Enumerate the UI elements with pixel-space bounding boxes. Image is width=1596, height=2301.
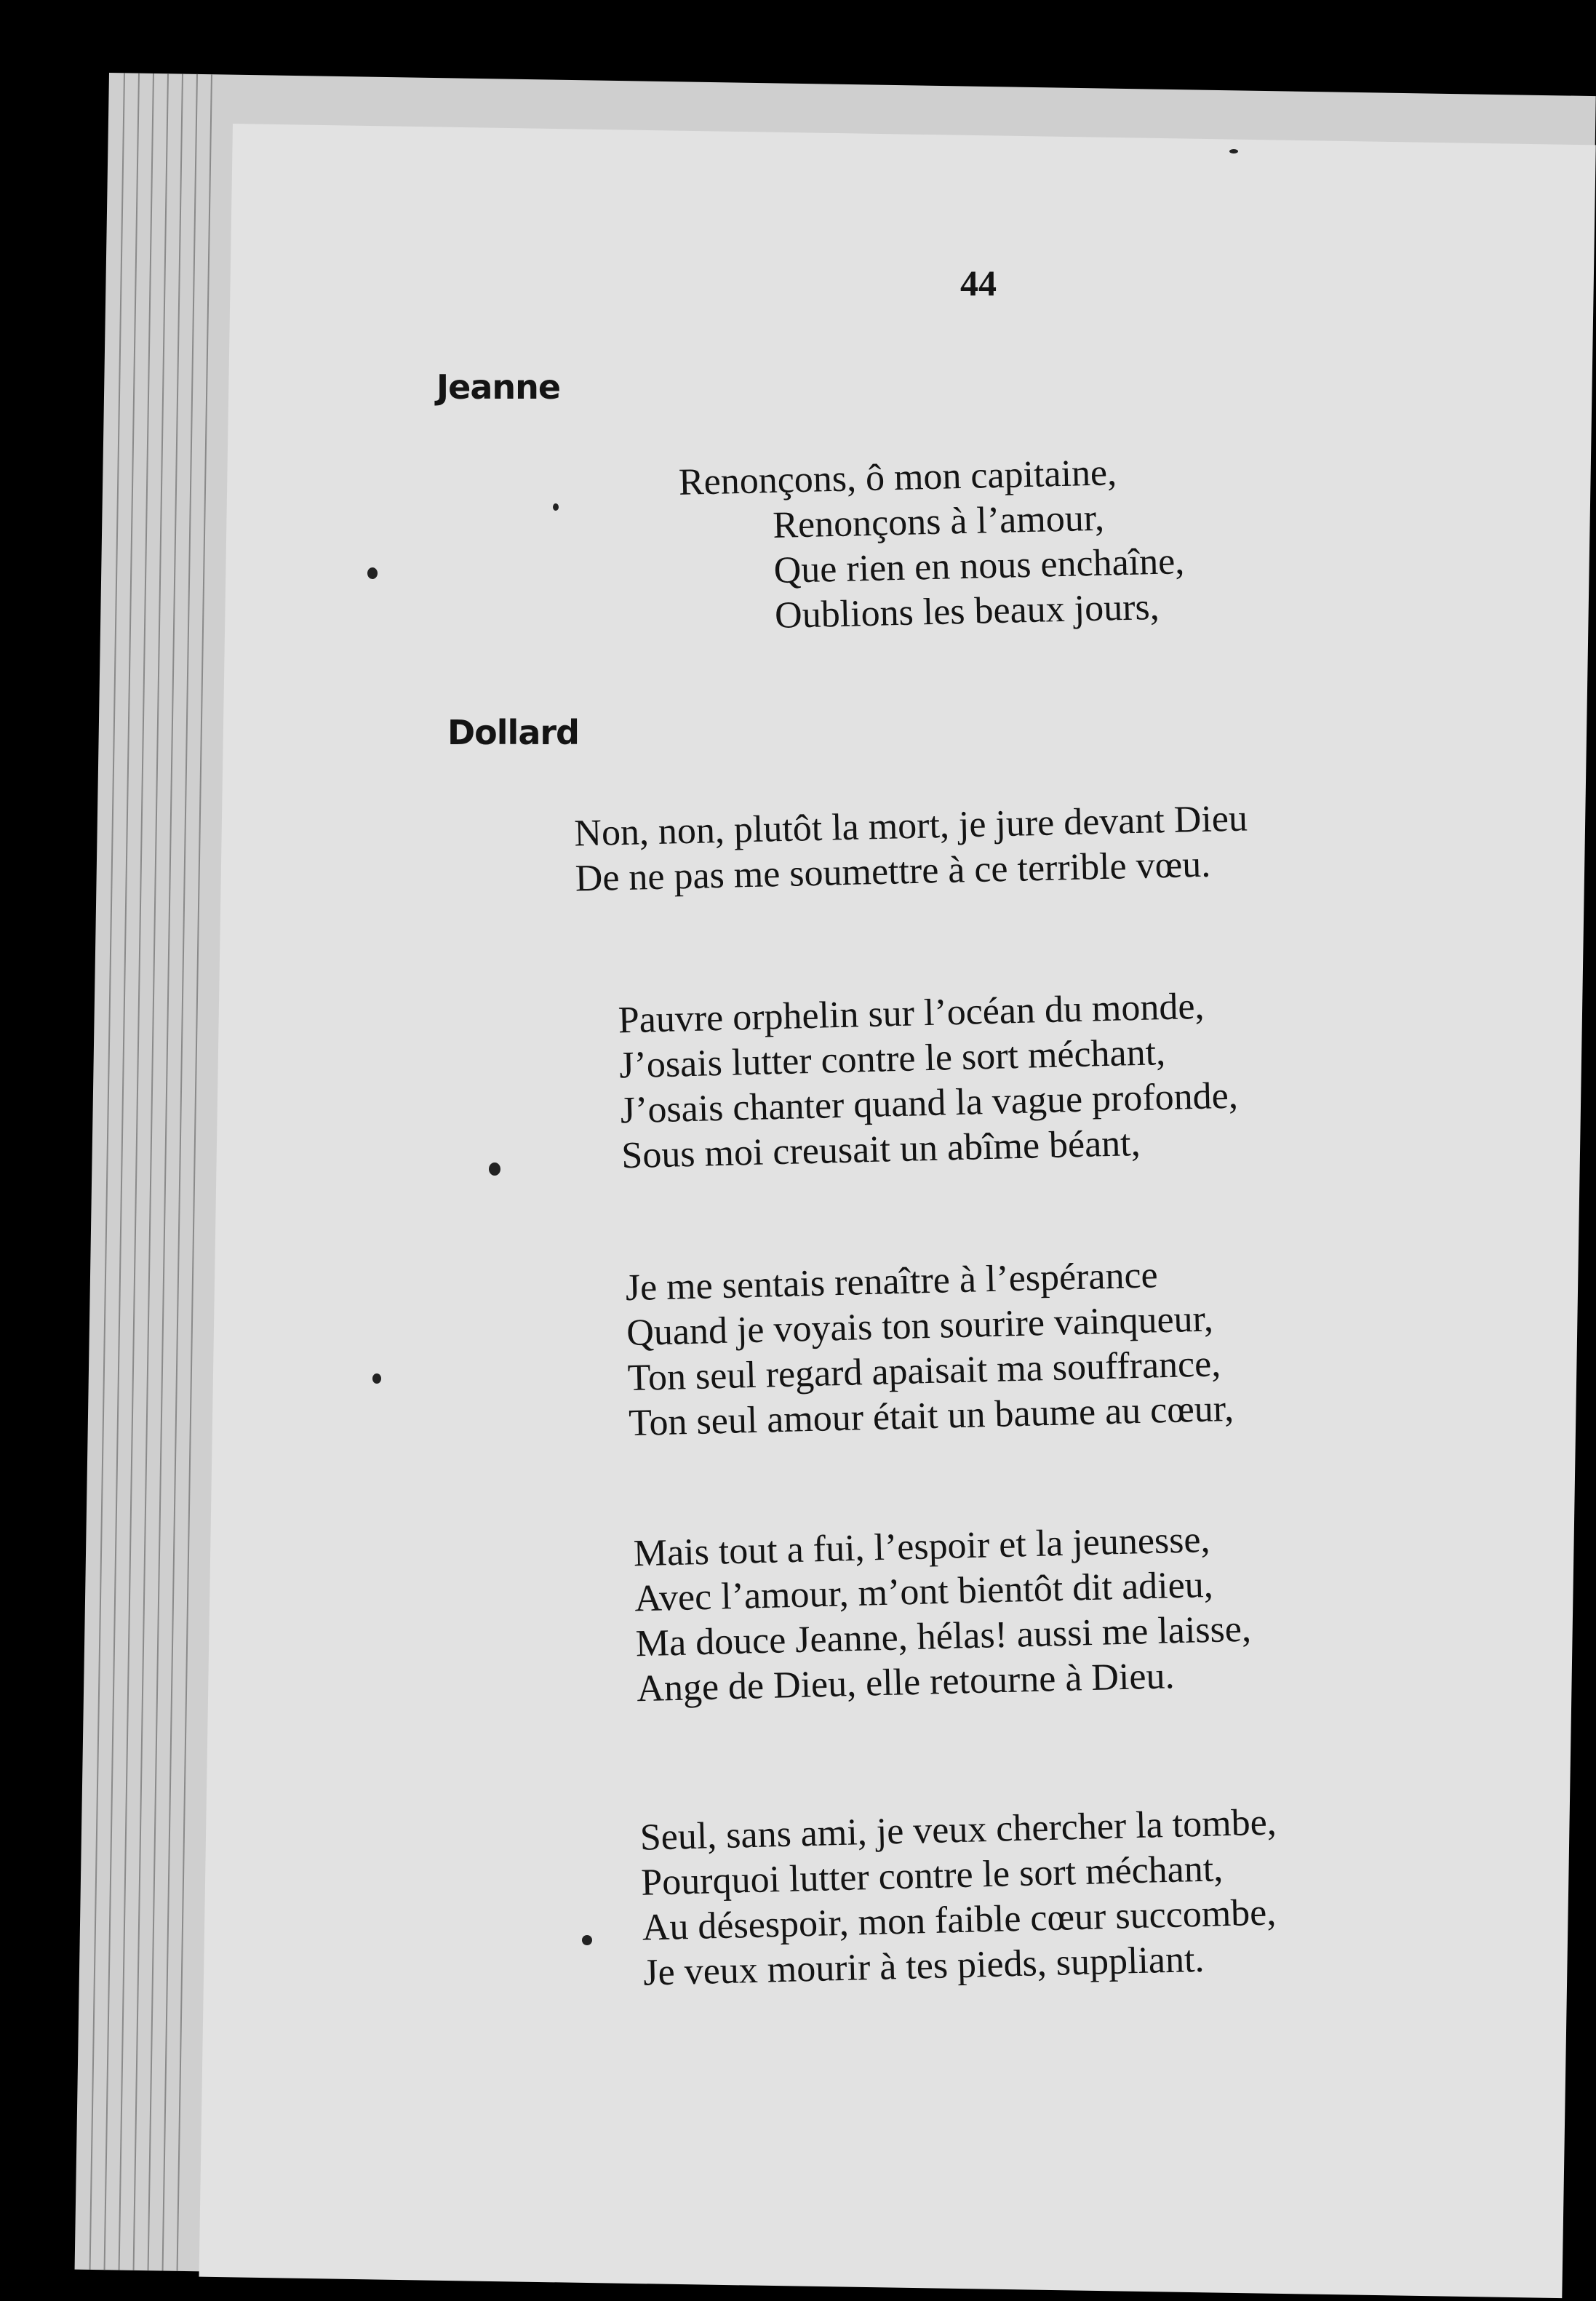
page-edge [162,74,198,2271]
page-edge [133,73,169,2270]
page-edge [104,73,140,2270]
scan-speck [489,1163,500,1176]
verse-line: Seul, sans ami, je veux chercher la tombe, [639,1801,1277,1859]
verse-line: Renonçons à l’amour, [772,497,1105,546]
speaker-dollard: Dollard [447,713,579,752]
verse-line: Oublions les beaux jours, [774,586,1160,637]
verse-line: Je veux mourir à tes pieds, suppliant. [642,1938,1205,1994]
scan-speck [367,567,378,579]
scan-speck [553,503,559,511]
verse-line: Renonçons, ô mon capitaine, [678,452,1117,503]
dollard-stanza-4 [639,1800,1280,1995]
verse-line: Je me sentais renaître à l’espérance [625,1254,1159,1309]
verse-line: Que rien en nous enchaîne, [773,541,1185,591]
verse-line: De ne pas me soumettre à ce terrible vœu. [575,843,1211,900]
scan-speck [1229,149,1238,153]
verse-line: J’osais lutter contre le sort méchant, [618,1032,1166,1087]
speaker-jeanne: Jeanne [436,367,561,407]
scan-speck [582,1935,592,1945]
jeanne-stanza [678,449,1186,641]
verse-line: J’osais chanter quand la vague profonde, [620,1074,1239,1132]
verse-line: Ma douce Jeanne, hélas! aussi me laisse, [635,1608,1252,1665]
verse-line: Avec l’amour, m’ont bientôt dit adieu, [634,1563,1214,1620]
verse-line: Mais tout a fui, l’espoir et la jeunesse, [633,1519,1211,1575]
verse-line: Quand je voyais ton sourire vainqueur, [626,1298,1214,1355]
verse-line: Sous moi creusait un abîme béant, [621,1122,1141,1177]
verse-line: Au désespoir, mon faible cœur succombe, [642,1891,1277,1949]
scan-speck [372,1373,381,1384]
verse-line: Ton seul regard apaisait ma souffrance, [627,1343,1221,1400]
verse-line: Non, non, plutôt la mort, je jure devant Dieu [573,797,1248,855]
verse-line: Ton seul amour était un baume au cœur, [628,1387,1234,1445]
page-edge [148,74,183,2271]
page-edge [119,73,154,2270]
dollard-intro [574,797,1249,902]
dollard-stanza-1 [618,984,1240,1179]
verse-line: Ange de Dieu, elle retourne à Dieu. [636,1655,1176,1710]
dollard-stanza-2 [625,1251,1234,1446]
page-edge [89,73,125,2270]
verse-line: Pourquoi lutter contre le sort méchant, [640,1848,1224,1904]
page-number: 44 [960,263,997,303]
verse-line: Pauvre orphelin sur l’océan du monde, [618,985,1205,1042]
dollard-stanza-3 [633,1517,1253,1712]
